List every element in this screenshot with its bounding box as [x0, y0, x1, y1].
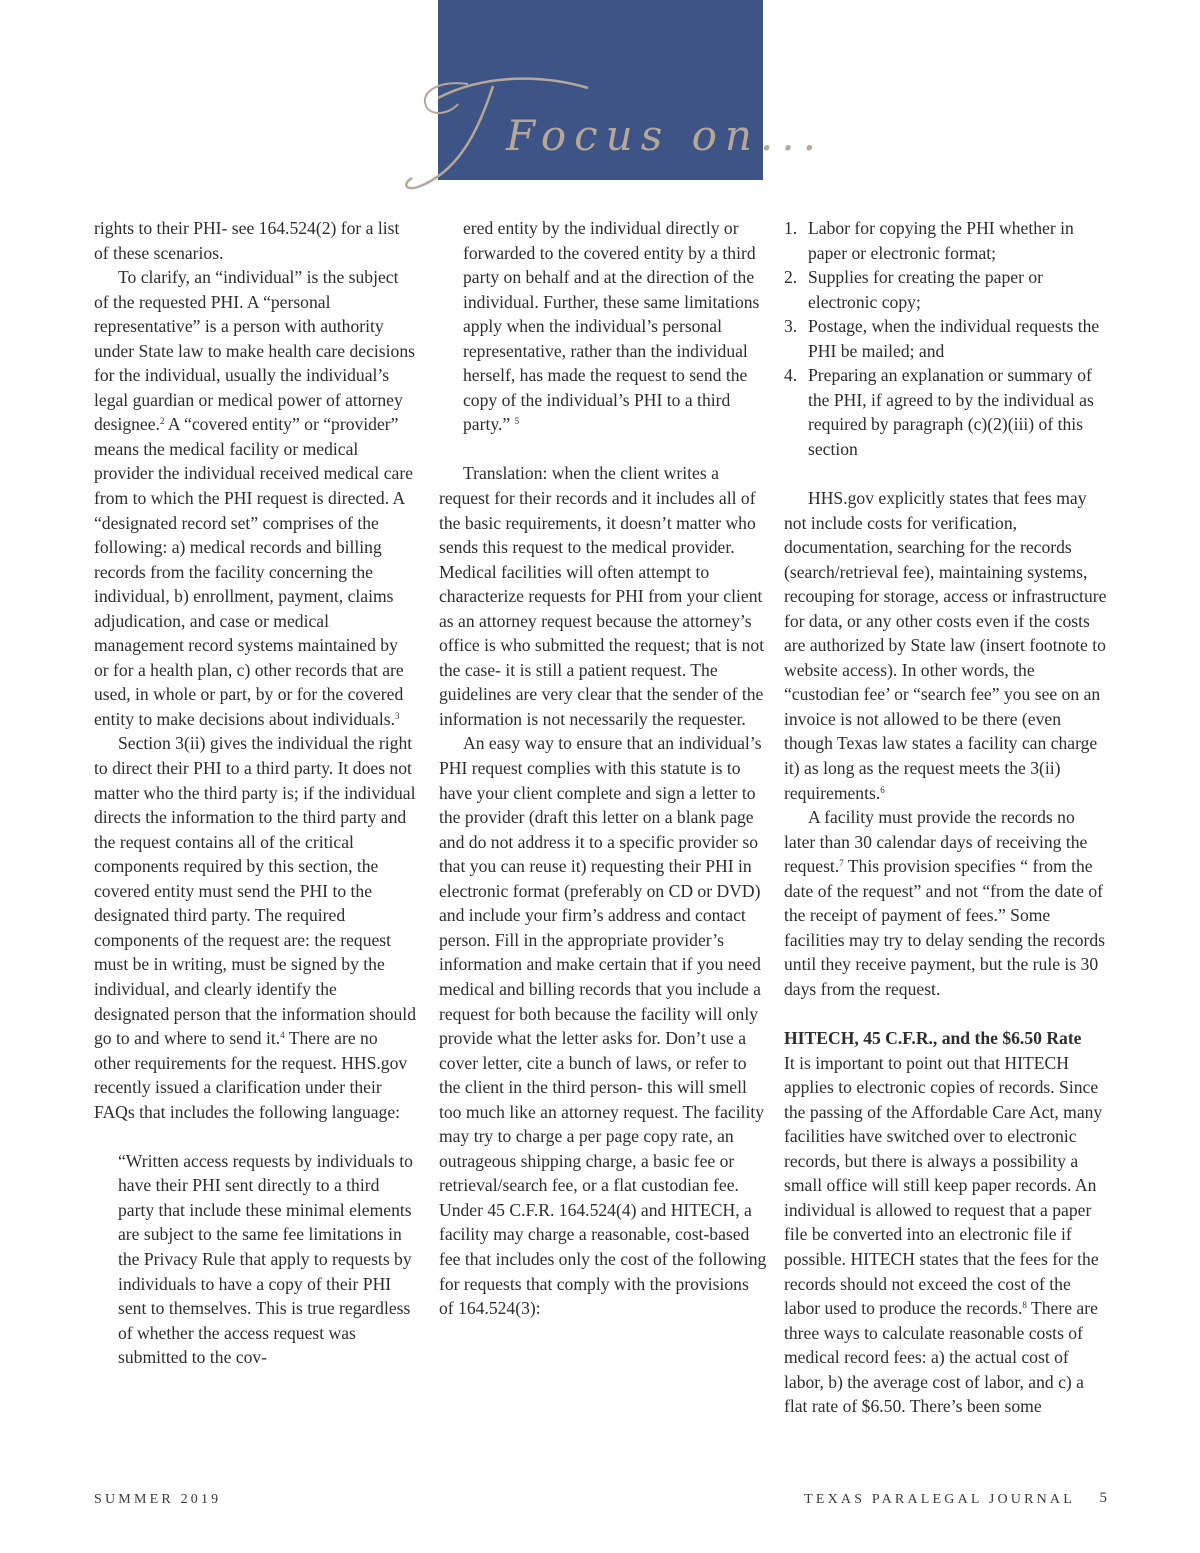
paragraph: rights to their PHI- see 164.524(2) for a list of these scenarios. — [94, 218, 400, 263]
footnote-ref: 6 — [880, 784, 885, 795]
paragraph: It is important to point out that HITECH applies to electronic copies of records. Since the passing of the Affordable Care Act, many facilities have switched over to electronic records, but there is always a possibility a small office will still keep paper records. An individual is allowed to request that a paper file be converted into an electronic file if possible. HITECH states that the fees for the records should not exceed the cost of the labor used to produce the records.$^8$ There are three ways to calculate reasonable costs of medical record fees: a) the actual cost of labor, b) the average cost of labor, and c) a flat rate of $6.50. There’s been some — [784, 1052, 1103, 1417]
section-title-text: Focus on... — [506, 111, 824, 160]
footnote-ref: 4 — [280, 1030, 285, 1041]
list-item: 4. Preparing an explanation or summary of the PHI, if agreed to by the individual as required by paragraph (c)(2)(iii) of this section — [784, 365, 1094, 459]
section-title-graphic — [398, 62, 824, 202]
footer-issue: SUMMER 2019 — [94, 1492, 222, 1507]
footnote-ref: 2 — [159, 416, 165, 427]
column-1 — [94, 216, 416, 1370]
paragraph: An easy way to ensure that an individual’s PHI request complies with this statute is to have your client complete and sign a letter to the provider (draft this letter on a blank page and do not address it to a specific provider so that you can reuse it) requesting their PHI in electronic format (preferably on CD or DVD) and include your firm’s address and contact person. Fill in the appropriate provider’s information and make certain that if you need medical and billing records that you include a request for both because the facility will only provide what the letter asks for. Don’t use a cover letter, cite a bunch of laws, or refer to the client in the third person- this will smell too much like an attorney request. The facility may try to charge a per page copy rate, an outrageous shipping charge, a basic fee or retrieval/search fee, or a flat custodian fee. Under 45 C.F.R. 164.524(4) and HITECH, a facility may charge a reasonable, cost-based fee that includes only the cost of the following for requests that comply with the provisions of 164.524(3): — [439, 733, 767, 1319]
fee-list — [784, 216, 1110, 461]
list-item: 2. Supplies for creating the paper or electronic copy; — [784, 267, 1043, 312]
paragraph: HHS.gov explicitly states that fees may not include costs for verification, documentation, searching for the records (search/retrieval fee), maintaining systems, recouping for storage, access or infrastructure for data, or any other costs even if the costs are authorized by State law (insert footnote to website access). In other words, the “custodian fee’ or “search fee” you see on an invoice is not allowed to be there (even though Texas law states a facility can charge it) as long as the request meets the 3(ii) requirements.$^6$ — [784, 488, 1107, 803]
footer-publication: TEXAS PARALEGAL JOURNAL — [804, 1492, 1075, 1507]
footnote-ref: 5 — [514, 416, 520, 427]
column-2 — [439, 216, 767, 1321]
paragraph: A facility must provide the records no later than 30 calendar days of receiving the request.$^7$ This provision specifies “ from the date of the request” and not “from the date of the receipt of payment of fees.” Some facilities may try to delay sending the records until they receive payment, but the rule is 30 days from the request. — [784, 807, 1105, 999]
paragraph: Translation: when the client writes a request for their records and it includes all of the basic requirements, it doesn’t matter who sends this request to the medical provider. Medical facilities will often attempt to characterize requests for PHI from your client as an attorney request because the attorney’s office is who submitted the request; that is not the case- it is still a patient request. The guidelines are very clear that the sender of the information is not necessarily the requester. — [439, 463, 765, 729]
paragraph: To clarify, an “individual” is the subject of the requested PHI. A “personal representative” is a person with authority under State law to make health care decisions for the individual, usually the individual’s legal guardian or medical power of attorney designee.$^2$ A “covered entity” or “provider” means the medical facility or medical provider the individual received medical care from to which the PHI request is directed. A “designated record set” comprises of the following: a) medical records and billing records from the facility concerning the individual, b) enrollment, payment, claims adjudication, and case or medical management record systems maintained by or for a health plan, c) other records that are used, in whole or part, by or for the covered entity to make decisions about individuals.$^3$ — [94, 267, 415, 729]
section-heading: HITECH, 45 C.F.R., and the $6.50 Rate — [784, 1028, 1082, 1049]
block-quote: “Written access requests by individuals to have their PHI sent directly to a third party that include these minimal elements are subject to the same fee limitations in the Privacy Rule that apply to requests by individuals to have a copy of their PHI sent to themselves. This is true regardless of whether the access request was submitted to the cov- — [118, 1150, 413, 1368]
paragraph: Section 3(ii) gives the individual the right to direct their PHI to a third party. It does not matter who the third party is; if the individual directs the information to the third party and the request contains all of the critical components required by this section, the covered entity must send the PHI to the designated third party. The required components of the request are: the request must be in writing, must be signed by the individual, and clearly identify the designated person that the information should go to and where to send it.$^4$ There are no other requirements for the request. HHS.gov recently issued a clarification under their FAQs that includes the following language: — [94, 733, 416, 1122]
list-item: 1. Labor for copying the PHI whether in paper or electronic format; — [784, 218, 1074, 263]
footnote-ref: 8 — [1022, 1300, 1027, 1311]
block-quote-continued: ered entity by the individual directly or forwarded to the covered entity by a third party on behalf and at the direction of the individual. Further, these same limitations apply when the individual’s personal representative, rather than the individual herself, has made the request to send the copy of the individual’s PHI to a third party.” $^5$ — [463, 218, 760, 435]
footnote-ref: 7 — [839, 858, 844, 869]
page-number: 5 — [1099, 1490, 1107, 1506]
column-3 — [784, 216, 1110, 1419]
section-title — [398, 62, 824, 202]
footnote-ref: 3 — [395, 710, 400, 721]
list-item: 3. Postage, when the individual requests the PHI be mailed; and — [784, 316, 1100, 361]
